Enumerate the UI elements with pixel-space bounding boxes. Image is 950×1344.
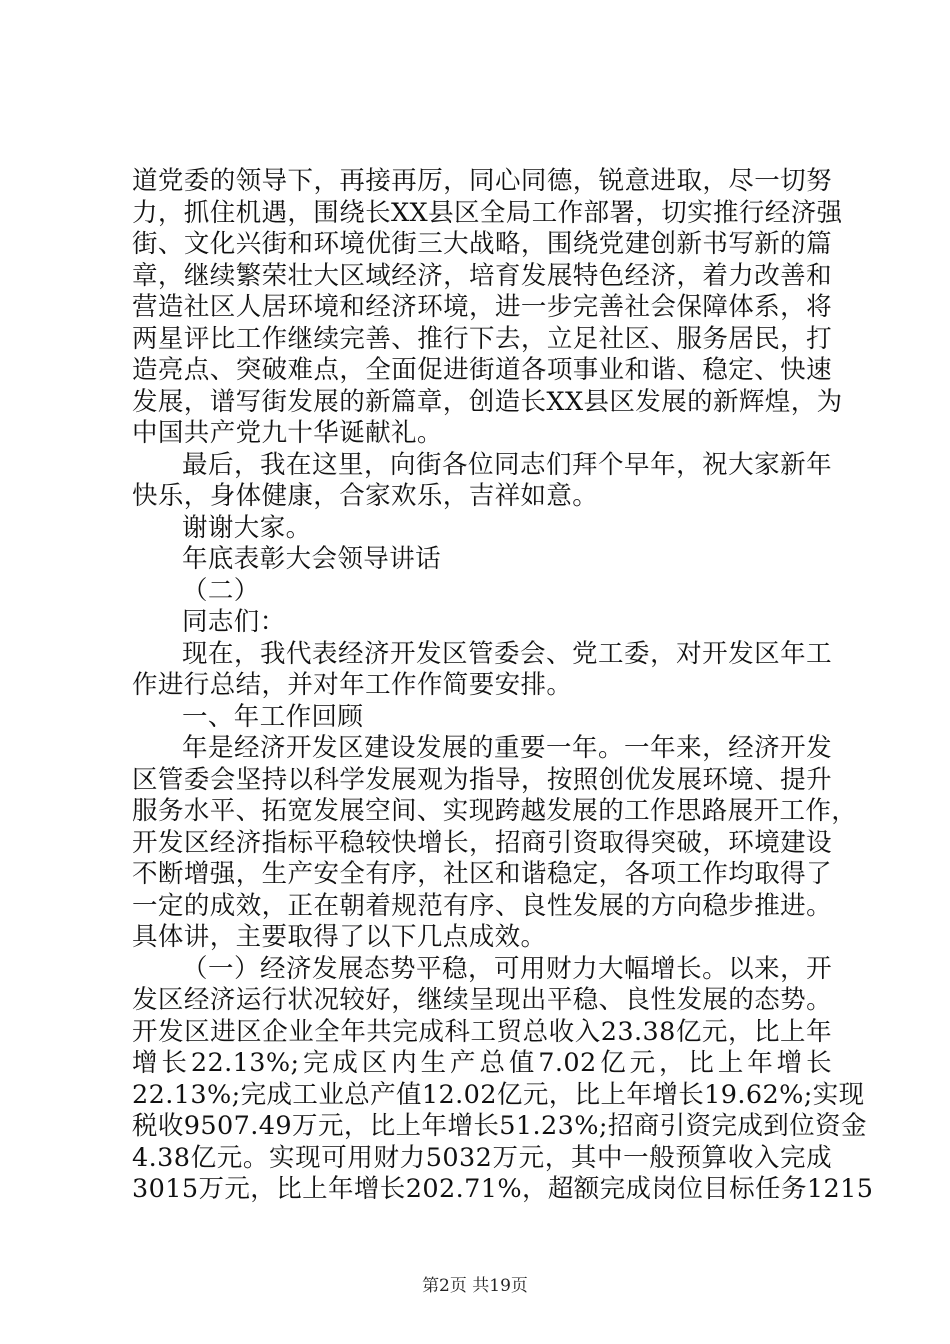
text-line: 区管委会坚持以科学发展观为指导，按照创优发展环境、提升	[132, 764, 832, 795]
text-line: 中国共产党九十华诞献礼。	[132, 418, 443, 448]
text-line: 造亮点、突破难点，全面促进街道各项事业和谐、稳定、快速	[132, 355, 832, 385]
text-line: 两星评比工作继续完善、推行下去，立足社区、服务居民，打	[132, 323, 832, 354]
text-line: 22.13%;完成工业总产值12.02亿元，比上年增长19.62%;实现	[132, 1079, 865, 1110]
text-line: 一、年工作回顾	[182, 701, 364, 732]
text-line: 章，继续繁荣壮大区域经济，培育发展特色经济，着力改善和	[132, 260, 832, 291]
text-line: 发展，谱写街发展的新篇章，创造长XX县区发展的新辉煌，为	[132, 386, 843, 417]
text-line: 同志们：	[182, 607, 286, 637]
text-line: 快乐，身体健康，合家欢乐，吉祥如意。	[132, 481, 599, 511]
text-line: 具体讲，主要取得了以下几点成效。	[132, 922, 547, 952]
text-line: 发区经济运行状况较好，继续呈现出平稳、良性发展的态势。	[132, 985, 832, 1015]
text-line: 开发区经济指标平稳较快增长，招商引资取得突破，环境建设	[132, 827, 832, 858]
text-line: 一定的成效，正在朝着规范有序、良性发展的方向稳步推进。	[132, 890, 832, 921]
text-line: 现在，我代表经济开发区管委会、党工委，对开发区年工	[182, 638, 832, 669]
text-line: 服务水平、拓宽发展空间、实现跨越发展的工作思路展开工作，	[132, 796, 858, 826]
text-line: 开发区进区企业全年共完成科工贸总收入23.38亿元，比上年	[132, 1016, 832, 1047]
document-body	[132, 166, 874, 1206]
text-line: 不断增强，生产安全有序，社区和谐稳定，各项工作均取得了	[132, 859, 832, 889]
text-line: 街、文化兴街和环境优街三大战略，围绕党建创新书写新的篇	[132, 229, 832, 259]
text-line: 营造社区人居环境和经济环境，进一步完善社会保障体系，将	[132, 292, 832, 322]
text-line: 道党委的领导下，再接再厉，同心同德，锐意进取，尽一切努	[132, 166, 832, 196]
text-line: （一）经济发展态势平稳，可用财力大幅增长。以来，开	[182, 953, 832, 984]
text-line: （二）	[182, 575, 260, 606]
text-line: 年底表彰大会领导讲话	[182, 544, 442, 574]
text-line: 谢谢大家。	[182, 512, 312, 543]
text-line: 3015万元，比上年增长202.71%，超额完成岗位目标任务1215	[132, 1174, 874, 1204]
text-line: 年是经济开发区建设发展的重要一年。一年来，经济开发	[182, 733, 832, 763]
page-footer: 第2页 共19页	[422, 1276, 528, 1296]
text-line: 4.38亿元。实现可用财力5032万元，其中一般预算收入完成	[132, 1142, 832, 1173]
text-line: 税收9507.49万元，比上年增长51.23%;招商引资完成到位资金	[132, 1111, 867, 1141]
text-line: 力，抓住机遇，围绕长XX县区全局工作部署，切实推行经济强	[132, 197, 843, 228]
text-line: 最后，我在这里，向街各位同志们拜个早年，祝大家新年	[182, 449, 832, 480]
text-line: 作进行总结，并对年工作作简要安排。	[132, 670, 573, 700]
text-line: 增长22.13%;完成区内生产总值7.02亿元，比上年增长	[132, 1048, 832, 1078]
